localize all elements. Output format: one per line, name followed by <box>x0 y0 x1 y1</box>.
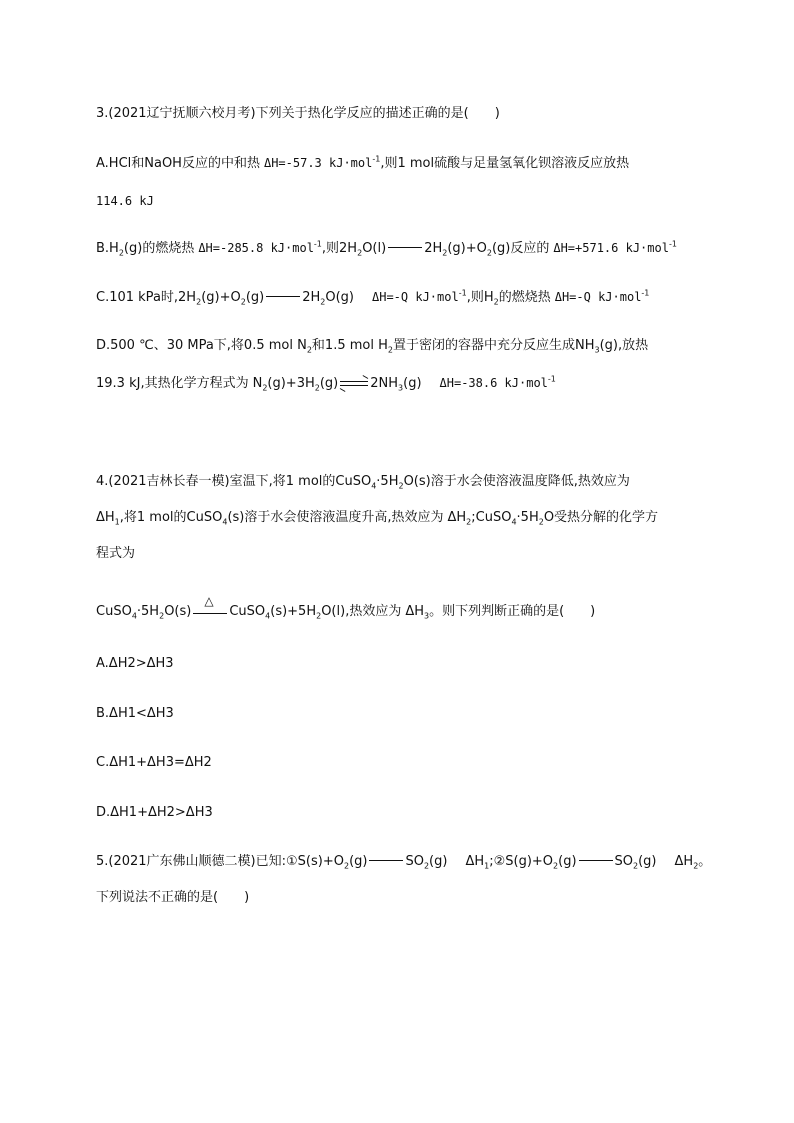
q3-option-a-line2: 114.6 kJ <box>96 194 154 208</box>
triangle-heat-icon: △ <box>204 593 214 608</box>
heat-condition-arrow <box>193 593 227 619</box>
reversible-arrow-icon <box>340 379 368 389</box>
q3-option-d-line2: 19.3 kJ,其热化学方程式为 $N_2(g)+3H_2(g)$ $2NH_3(g)$ ΔH=-38.6 kJ·mol$^{-1}$ <box>96 374 556 393</box>
q5-stem-line2: 下列说法不正确的是( ) <box>96 890 250 905</box>
equals-bar <box>369 860 403 861</box>
q4-option-a: A.ΔH2>ΔH3 <box>96 656 174 671</box>
q4-stem-line3: 程式为 <box>96 546 136 561</box>
equals-bar <box>266 296 300 297</box>
q4-equation: $CuSO_4\cdot 5H_2O(s)$ △ $CuSO_4(s)+5H_2O(l)$,热效应为 $\Delta H_3$。则下列判断正确的是( ) <box>96 602 595 622</box>
q4-option-c: C.ΔH1+ΔH3=ΔH2 <box>96 755 212 770</box>
q3-option-b: $B.H_2(g)$的燃烧热 ΔH=-285.8 kJ·mol$^{-1}$,则$2H_2O(l)$ $2H_2(g)+O_2(g)$反应的 ΔH=+571.6 kJ·mol$^{-1}$ <box>96 239 677 258</box>
q3-option-a-line1: A.HCl和NaOH反应的中和热 ΔH=-57.3 kJ·mol$^{-1}$,则1 mol硫酸与足量氢氧化钡溶液反应放热 <box>96 154 630 171</box>
equals-bar <box>388 247 422 248</box>
q4-stem-line1: 4.(2021吉林长春一模)室温下,将1 mol的$CuSO_4\cdot 5H_2O(s)$溶于水会使溶液温度降低,热效应为 <box>96 474 630 491</box>
q3-stem: 3.(2021辽宁抚顺六校月考)下列关于热化学反应的描述正确的是( ) <box>96 106 500 121</box>
q5-stem-line1: 5.(2021广东佛山顺德二模)已知$:①S(s)+O_2(g)$ $SO_2(g)$ $\Delta H_1;②S(g)+O_2(g)$ $SO_2(g)$ $\Delta H_2$。 <box>96 854 712 871</box>
q3-option-d-line1: D.500 ℃、30 MPa下,将0.5 mol $N_2$和1.5 mol $H_2$置于密闭的容器中充分反应生成$NH_3(g)$,放热 <box>96 338 649 355</box>
q4-option-d: D.ΔH1+ΔH2>ΔH3 <box>96 805 213 820</box>
equals-bar <box>579 860 613 861</box>
q4-stem-line2: $\Delta H_1$,将1 mol的CuSO$_4$(s)溶于水会使溶液温度升高,热效应为 $\Delta H_2;CuSO_4\cdot 5H_2O$受热分解的化学方 <box>96 510 659 527</box>
q3-option-c: C.101 kPa时$,2H_2(g)+O_2(g)$ $2H_2O(g)$ ΔH=-Q kJ·mol$^{-1}$,则$H_2$的燃烧热 ΔH=-Q kJ·mol$^{-1}$ <box>96 288 650 307</box>
q4-option-b: B.ΔH1<ΔH3 <box>96 706 174 721</box>
